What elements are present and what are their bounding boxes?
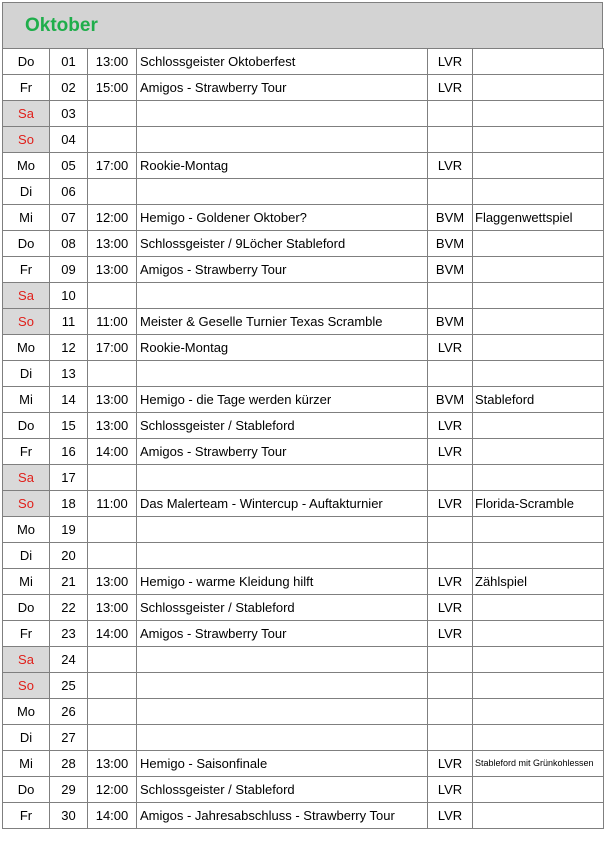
note-cell [473, 49, 604, 75]
weekday-cell: Fr [3, 621, 50, 647]
weekday-cell: Sa [3, 647, 50, 673]
table-row [3, 569, 604, 595]
event-cell: Rookie-Montag [137, 153, 428, 179]
weekday-cell: Fr [3, 257, 50, 283]
event-cell [137, 361, 428, 387]
event-cell [137, 725, 428, 751]
table-row [3, 257, 604, 283]
note-cell [473, 517, 604, 543]
date-cell: 04 [50, 127, 88, 153]
date-cell: 09 [50, 257, 88, 283]
table-row [3, 439, 604, 465]
course-code-cell: LVR [428, 777, 473, 803]
course-code-cell: LVR [428, 439, 473, 465]
table-row [3, 101, 604, 127]
note-cell [473, 699, 604, 725]
weekday-cell: Mi [3, 387, 50, 413]
table-row [3, 283, 604, 309]
schedule-rows [3, 49, 604, 829]
course-code-cell: LVR [428, 569, 473, 595]
month-header [2, 2, 603, 48]
weekday-cell: So [3, 673, 50, 699]
note-cell: Flaggenwettspiel [473, 205, 604, 231]
date-cell: 19 [50, 517, 88, 543]
event-cell: Hemigo - Goldener Oktober? [137, 205, 428, 231]
table-row [3, 127, 604, 153]
course-code-cell: LVR [428, 803, 473, 829]
note-cell [473, 803, 604, 829]
date-cell: 16 [50, 439, 88, 465]
note-cell [473, 647, 604, 673]
note-cell [473, 439, 604, 465]
time-cell: 13:00 [88, 569, 137, 595]
note-cell [473, 621, 604, 647]
note-cell [473, 179, 604, 205]
course-code-cell: LVR [428, 413, 473, 439]
course-code-cell: LVR [428, 491, 473, 517]
table-row [3, 803, 604, 829]
date-cell: 14 [50, 387, 88, 413]
date-cell: 15 [50, 413, 88, 439]
table-row [3, 673, 604, 699]
note-cell [473, 777, 604, 803]
date-cell: 18 [50, 491, 88, 517]
note-cell [473, 283, 604, 309]
date-cell: 11 [50, 309, 88, 335]
course-code-cell [428, 361, 473, 387]
time-cell: 17:00 [88, 335, 137, 361]
note-cell [473, 413, 604, 439]
event-cell: Schlossgeister / 9Löcher Stableford [137, 231, 428, 257]
time-cell [88, 283, 137, 309]
course-code-cell: LVR [428, 153, 473, 179]
date-cell: 08 [50, 231, 88, 257]
time-cell [88, 699, 137, 725]
table-row [3, 543, 604, 569]
table-row [3, 231, 604, 257]
weekday-cell: Di [3, 179, 50, 205]
note-cell [473, 75, 604, 101]
time-cell: 12:00 [88, 205, 137, 231]
weekday-cell: Sa [3, 283, 50, 309]
event-cell: Amigos - Strawberry Tour [137, 621, 428, 647]
course-code-cell: LVR [428, 595, 473, 621]
note-cell: Zählspiel [473, 569, 604, 595]
time-cell [88, 673, 137, 699]
time-cell: 13:00 [88, 257, 137, 283]
weekday-cell: Mi [3, 751, 50, 777]
course-code-cell [428, 465, 473, 491]
note-cell [473, 673, 604, 699]
course-code-cell [428, 673, 473, 699]
course-code-cell [428, 517, 473, 543]
time-cell [88, 127, 137, 153]
note-cell [473, 465, 604, 491]
weekday-cell: Mi [3, 569, 50, 595]
course-code-cell: BVM [428, 387, 473, 413]
weekday-cell: Mo [3, 699, 50, 725]
time-cell [88, 543, 137, 569]
time-cell [88, 465, 137, 491]
event-cell: Amigos - Strawberry Tour [137, 439, 428, 465]
note-cell [473, 127, 604, 153]
weekday-cell: Do [3, 49, 50, 75]
weekday-cell: Di [3, 725, 50, 751]
event-cell: Das Malerteam - Wintercup - Auftakturnier [137, 491, 428, 517]
table-row [3, 751, 604, 777]
event-cell [137, 647, 428, 673]
weekday-cell: Mo [3, 517, 50, 543]
october-schedule-sheet [2, 2, 603, 829]
date-cell: 20 [50, 543, 88, 569]
table-row [3, 647, 604, 673]
event-cell: Amigos - Strawberry Tour [137, 75, 428, 101]
table-row [3, 491, 604, 517]
weekday-cell: Mo [3, 153, 50, 179]
note-cell [473, 335, 604, 361]
date-cell: 03 [50, 101, 88, 127]
course-code-cell: BVM [428, 309, 473, 335]
time-cell: 15:00 [88, 75, 137, 101]
event-cell [137, 543, 428, 569]
table-row [3, 517, 604, 543]
event-cell: Schlossgeister / Stableford [137, 777, 428, 803]
event-cell [137, 517, 428, 543]
weekday-cell: Di [3, 361, 50, 387]
table-row [3, 621, 604, 647]
schedule-table [2, 48, 604, 829]
note-cell [473, 231, 604, 257]
table-row [3, 179, 604, 205]
date-cell: 21 [50, 569, 88, 595]
date-cell: 02 [50, 75, 88, 101]
weekday-cell: Fr [3, 803, 50, 829]
event-cell: Meister & Geselle Turnier Texas Scramble [137, 309, 428, 335]
course-code-cell: LVR [428, 335, 473, 361]
date-cell: 12 [50, 335, 88, 361]
course-code-cell [428, 101, 473, 127]
event-cell: Hemigo - warme Kleidung hilft [137, 569, 428, 595]
table-row [3, 595, 604, 621]
time-cell: 14:00 [88, 439, 137, 465]
date-cell: 30 [50, 803, 88, 829]
date-cell: 17 [50, 465, 88, 491]
weekday-cell: Di [3, 543, 50, 569]
note-cell [473, 257, 604, 283]
weekday-cell: Mi [3, 205, 50, 231]
note-cell: Stableford [473, 387, 604, 413]
time-cell: 17:00 [88, 153, 137, 179]
note-cell: Stableford mit Grünkohlessen [473, 751, 604, 777]
course-code-cell [428, 543, 473, 569]
weekday-cell: So [3, 309, 50, 335]
table-row [3, 205, 604, 231]
table-row [3, 387, 604, 413]
course-code-cell [428, 699, 473, 725]
date-cell: 07 [50, 205, 88, 231]
weekday-cell: So [3, 491, 50, 517]
time-cell [88, 725, 137, 751]
date-cell: 25 [50, 673, 88, 699]
time-cell: 14:00 [88, 803, 137, 829]
weekday-cell: Sa [3, 465, 50, 491]
date-cell: 26 [50, 699, 88, 725]
course-code-cell [428, 127, 473, 153]
table-row [3, 361, 604, 387]
time-cell: 14:00 [88, 621, 137, 647]
event-cell [137, 179, 428, 205]
date-cell: 27 [50, 725, 88, 751]
table-row [3, 777, 604, 803]
time-cell: 11:00 [88, 491, 137, 517]
time-cell: 11:00 [88, 309, 137, 335]
weekday-cell: Fr [3, 439, 50, 465]
weekday-cell: Do [3, 413, 50, 439]
time-cell [88, 361, 137, 387]
note-cell [473, 309, 604, 335]
time-cell [88, 101, 137, 127]
date-cell: 05 [50, 153, 88, 179]
note-cell [473, 543, 604, 569]
time-cell: 13:00 [88, 595, 137, 621]
time-cell: 13:00 [88, 413, 137, 439]
date-cell: 01 [50, 49, 88, 75]
event-cell: Amigos - Strawberry Tour [137, 257, 428, 283]
weekday-cell: Do [3, 231, 50, 257]
date-cell: 24 [50, 647, 88, 673]
date-cell: 13 [50, 361, 88, 387]
course-code-cell: BVM [428, 205, 473, 231]
event-cell [137, 101, 428, 127]
weekday-cell: Mo [3, 335, 50, 361]
time-cell: 12:00 [88, 777, 137, 803]
note-cell [473, 595, 604, 621]
weekday-cell: So [3, 127, 50, 153]
weekday-cell: Do [3, 777, 50, 803]
course-code-cell [428, 283, 473, 309]
time-cell: 13:00 [88, 387, 137, 413]
event-cell [137, 673, 428, 699]
table-row [3, 75, 604, 101]
event-cell: Schlossgeister / Stableford [137, 413, 428, 439]
time-cell [88, 647, 137, 673]
event-cell: Schlossgeister Oktoberfest [137, 49, 428, 75]
course-code-cell [428, 725, 473, 751]
course-code-cell: LVR [428, 621, 473, 647]
month-title: Oktober [25, 14, 98, 36]
note-cell [473, 361, 604, 387]
course-code-cell: LVR [428, 751, 473, 777]
table-row [3, 699, 604, 725]
time-cell [88, 517, 137, 543]
date-cell: 06 [50, 179, 88, 205]
course-code-cell [428, 647, 473, 673]
time-cell: 13:00 [88, 231, 137, 257]
time-cell: 13:00 [88, 49, 137, 75]
course-code-cell [428, 179, 473, 205]
note-cell: Florida-Scramble [473, 491, 604, 517]
event-cell: Amigos - Jahresabschluss - Strawberry Tour [137, 803, 428, 829]
event-cell [137, 283, 428, 309]
note-cell [473, 153, 604, 179]
course-code-cell: LVR [428, 75, 473, 101]
table-row [3, 49, 604, 75]
table-row [3, 413, 604, 439]
event-cell: Hemigo - Saisonfinale [137, 751, 428, 777]
table-row [3, 465, 604, 491]
weekday-cell: Fr [3, 75, 50, 101]
note-cell [473, 101, 604, 127]
event-cell [137, 127, 428, 153]
table-row [3, 335, 604, 361]
table-row [3, 725, 604, 751]
table-row [3, 153, 604, 179]
table-row [3, 309, 604, 335]
course-code-cell: BVM [428, 257, 473, 283]
date-cell: 23 [50, 621, 88, 647]
date-cell: 28 [50, 751, 88, 777]
note-cell [473, 725, 604, 751]
event-cell: Rookie-Montag [137, 335, 428, 361]
time-cell [88, 179, 137, 205]
course-code-cell: LVR [428, 49, 473, 75]
event-cell: Schlossgeister / Stableford [137, 595, 428, 621]
date-cell: 22 [50, 595, 88, 621]
course-code-cell: BVM [428, 231, 473, 257]
event-cell [137, 699, 428, 725]
event-cell [137, 465, 428, 491]
date-cell: 10 [50, 283, 88, 309]
time-cell: 13:00 [88, 751, 137, 777]
weekday-cell: Sa [3, 101, 50, 127]
date-cell: 29 [50, 777, 88, 803]
event-cell: Hemigo - die Tage werden kürzer [137, 387, 428, 413]
weekday-cell: Do [3, 595, 50, 621]
